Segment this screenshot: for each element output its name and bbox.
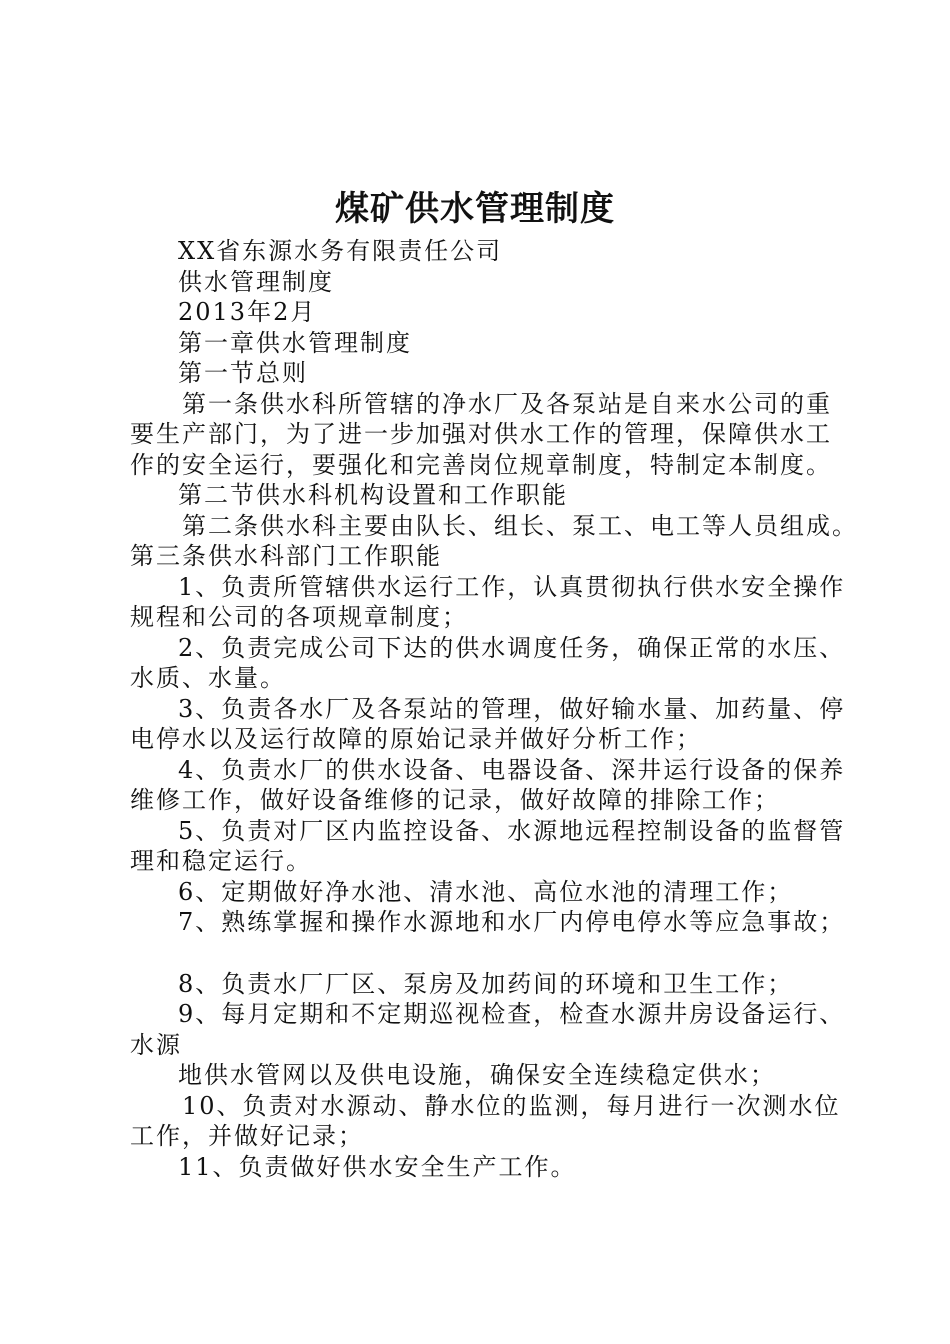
text-line: 4、负责水厂的供水设备、电器设备、深井运行设备的保养	[178, 755, 846, 784]
text-line: 规程和公司的各项规章制度；	[130, 603, 468, 631]
text-line: 6、定期做好净水池、清水池、高位水池的清理工作；	[178, 877, 794, 906]
text-line: 10、负责对水源动、静水位的监测，每月进行一次测水位	[182, 1091, 841, 1120]
text-line: 供水管理制度	[178, 267, 334, 296]
text-line: 11、负责做好供水安全生产工作。	[178, 1152, 577, 1181]
document-body	[130, 236, 858, 1182]
text-line: 7、熟练掌握和操作水源地和水厂内停电停水等应急事故；	[178, 908, 846, 936]
text-line: 第一条供水科所管辖的净水厂及各泵站是自来水公司的重	[182, 389, 832, 418]
text-line: 维修工作，做好设备维修的记录，做好故障的排除工作；	[130, 786, 780, 814]
text-line: 第一章供水管理制度	[178, 328, 412, 357]
text-line: 5、负责对厂区内监控设备、水源地远程控制设备的监督管	[178, 816, 846, 845]
text-line: 2013年2月	[178, 298, 317, 326]
text-line: 工作，并做好记录；	[130, 1122, 364, 1150]
text-line: 3、负责各水厂及各泵站的管理，做好输水量、加药量、停	[178, 694, 846, 723]
text-line: 第二条供水科主要由队长、组长、泵工、电工等人员组成。	[182, 511, 858, 540]
text-line: XX省东源水务有限责任公司	[178, 237, 503, 265]
text-line: 第一节总则	[178, 359, 308, 387]
text-line: 水源	[130, 1030, 182, 1059]
text-line: 第二节供水科机构设置和工作职能	[178, 481, 568, 509]
document-title: 煤矿供水管理制度	[335, 189, 615, 229]
text-line: 地供水管网以及供电设施，确保安全连续稳定供水；	[178, 1061, 776, 1089]
text-line: 要生产部门，为了进一步加强对供水工作的管理，保障供水工	[130, 420, 832, 448]
text-line: 9、每月定期和不定期巡视检查，检查水源井房设备运行、	[178, 1000, 846, 1028]
text-line: 作的安全运行，要强化和完善岗位规章制度，特制定本制度。	[130, 450, 832, 479]
text-line: 1、负责所管辖供水运行工作，认真贯彻执行供水安全操作	[178, 572, 846, 601]
text-line: 第三条供水科部门工作职能	[130, 542, 442, 570]
blank-line	[130, 938, 850, 969]
text-line: 电停水以及运行故障的原始记录并做好分析工作；	[130, 725, 702, 753]
text-line: 水质、水量。	[130, 664, 286, 692]
text-line: 理和稳定运行。	[130, 847, 312, 875]
text-line: 2、负责完成公司下达的供水调度任务，确保正常的水压、	[178, 633, 846, 662]
text-line: 8、负责水厂厂区、泵房及加药间的环境和卫生工作；	[178, 969, 794, 998]
